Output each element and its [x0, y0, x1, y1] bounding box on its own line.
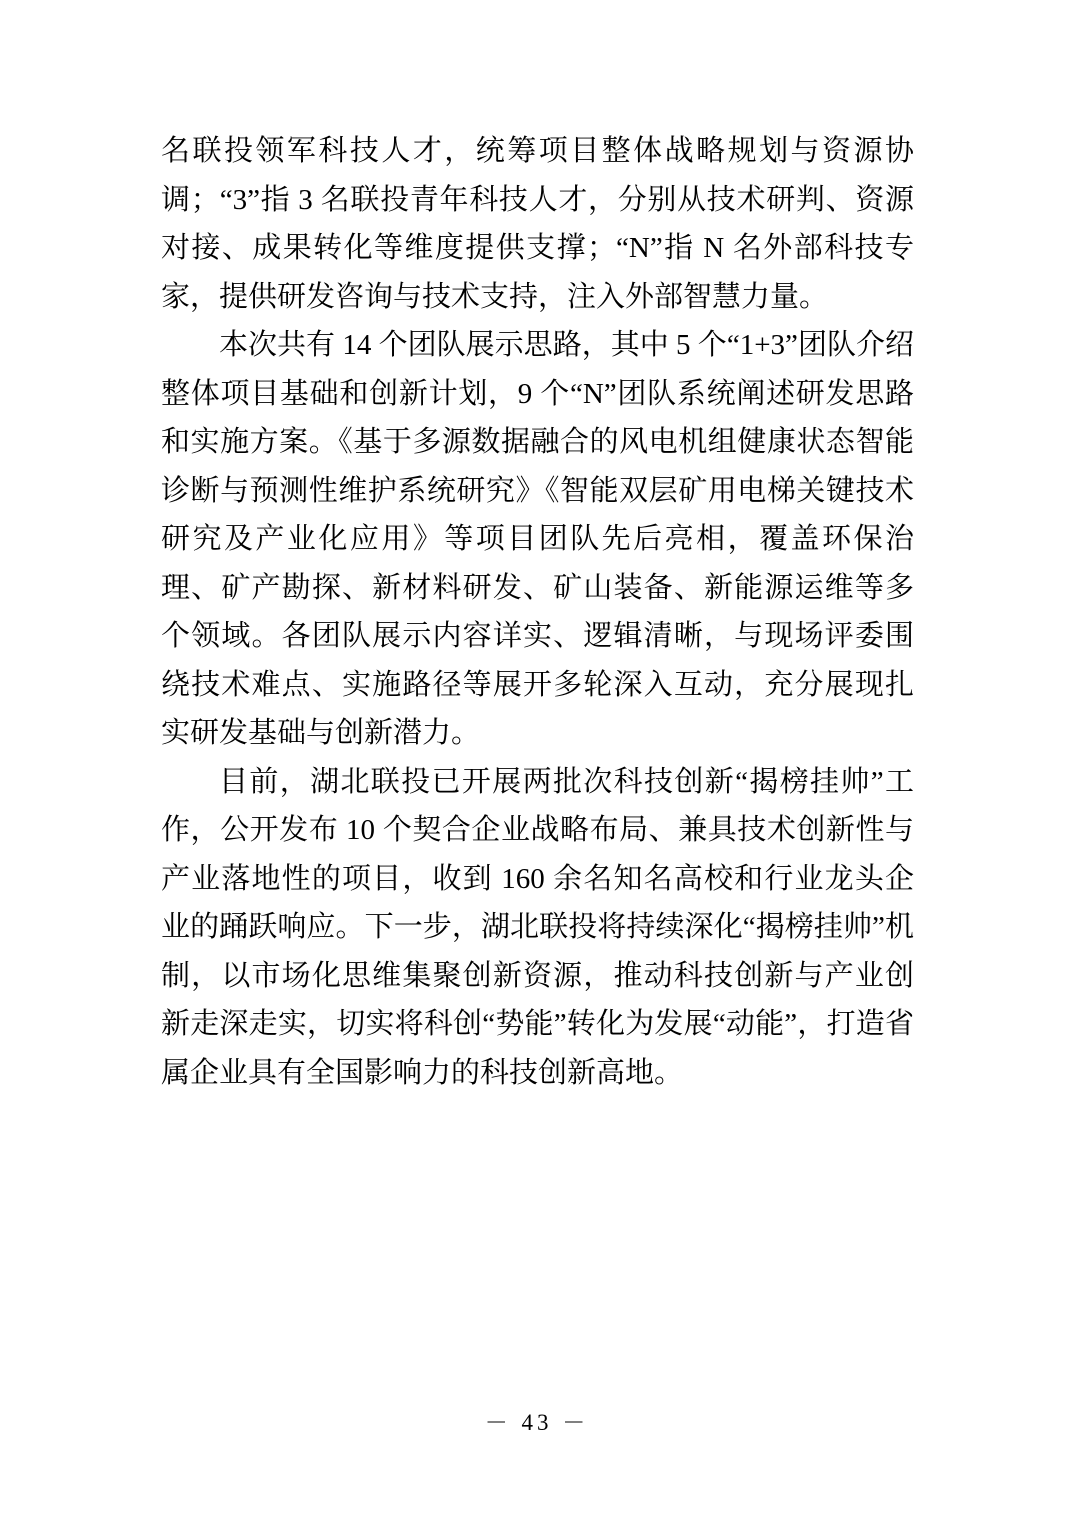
- paragraph-team-presentations: 本次共有 14 个团队展示思路，其中 5 个“1+3”团队介绍整体项目基础和创新计划，9 个“N”团队系统阐述研发思路和实施方案。《基于多源数据融合的风电机组健康状态智能诊断与预测性维护系统研究》《智能双层矿用电梯关键技术研究及产业化应用》等项目团队先后亮相，覆盖环保治理、矿产勘探、新材料研发、矿山装备、新能源运维等多个领域。各团队展示内容详实、逻辑清晰，与现场评委围绕技术难点、实施路径等展开多轮深入互动，充分展现扎实研发基础与创新潜力。: [161, 329, 914, 749]
- document-body: [161, 127, 914, 1097]
- page-number: － 43 －: [484, 1410, 590, 1435]
- paragraph-continuation: 名联投领军科技人才，统筹项目整体战略规划与资源协调；“3”指 3 名联投青年科技人才，分别从技术研判、资源对接、成果转化等维度提供支撑；“N”指 N 名外部科技专家，提供研发咨询与技术支持，注入外部智慧力量。: [161, 135, 914, 313]
- paragraph-future-plans: 目前，湖北联投已开展两批次科技创新“揭榜挂帅”工作，公开发布 10 个契合企业战略布局、兼具技术创新性与产业落地性的项目，收到 160 余名知名高校和行业龙头企业的踊跃响应。下一步，湖北联投将持续深化“揭榜挂帅”机制，以市场化思维集聚创新资源，推动科技创新与产业创新走深走实，切实将科创“势能”转化为发展“动能”，打造省属企业具有全国影响力的科技创新高地。: [161, 765, 914, 1089]
